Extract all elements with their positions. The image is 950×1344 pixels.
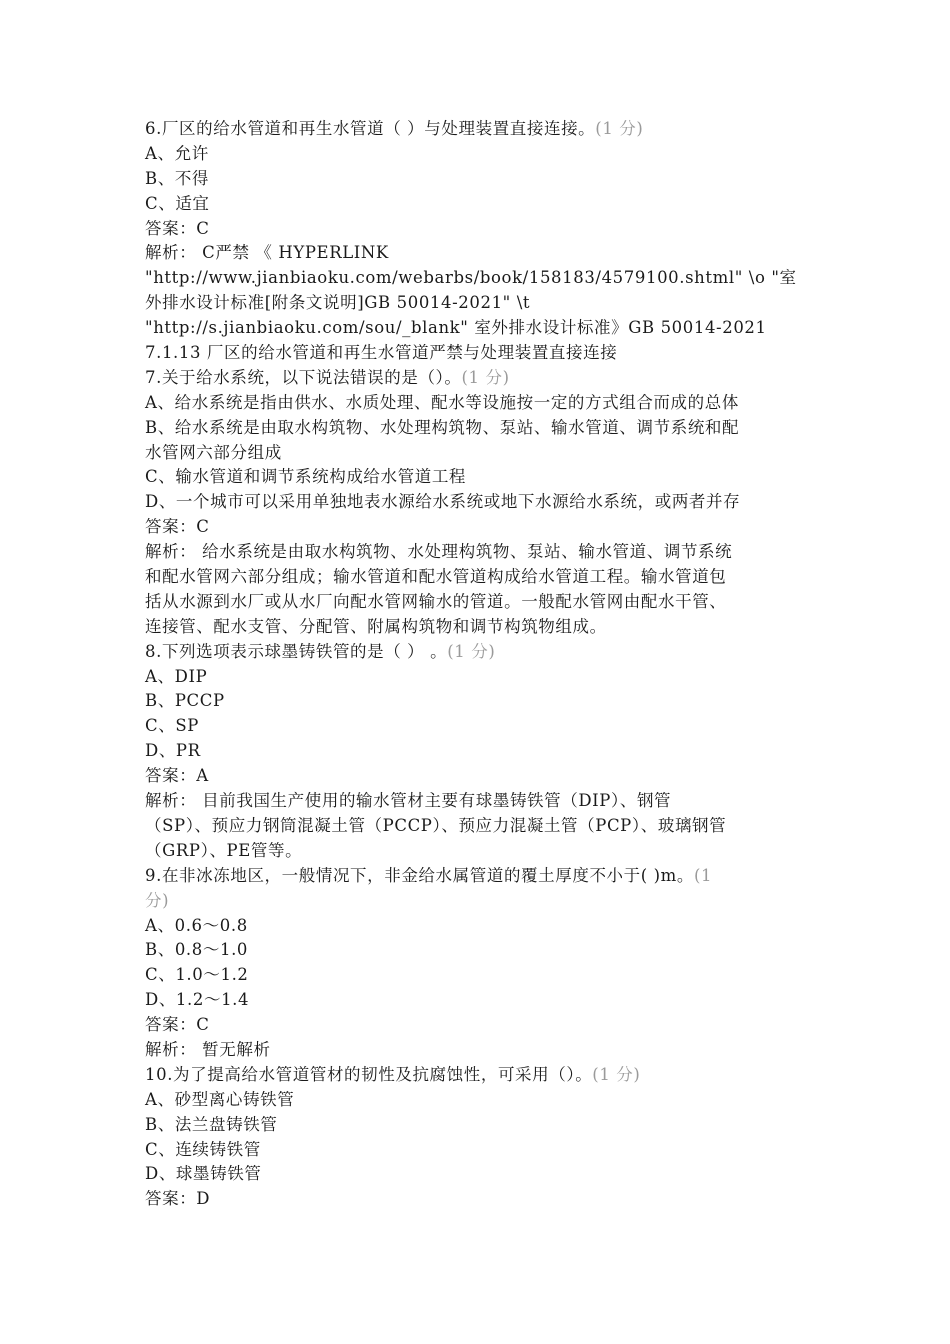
option-line <box>145 1138 825 1163</box>
question-stem <box>145 366 825 391</box>
analysis-line-text: 外排水设计标准[附条文说明]GB 50014-2021" \t <box>145 293 531 313</box>
option-line-text: A、砂型离心铸铁管 <box>145 1089 295 1109</box>
option-line <box>145 391 825 416</box>
analysis-line-text: "http://s.jianbiaoku.com/sou/_blank" 室外排水设计标准》GB 50014-2021 <box>145 318 767 338</box>
analysis-line <box>145 615 825 640</box>
analysis-line-text: "http://www.jianbiaoku.com/webarbs/book/158183/4579100.shtml" \o "室 <box>145 268 797 288</box>
answer-line <box>145 1187 825 1212</box>
option-line-text: D、一个城市可以采用单独地表水源给水系统或地下水源给水系统，或两者并存 <box>145 492 741 512</box>
option-line-text: B、法兰盘铸铁管 <box>145 1114 278 1134</box>
question-score: (1 <box>694 865 713 885</box>
option-line <box>145 490 825 515</box>
analysis-line <box>145 291 825 316</box>
analysis-line <box>145 241 825 266</box>
option-line <box>145 1113 825 1138</box>
option-line <box>145 192 825 217</box>
analysis-line <box>145 540 825 565</box>
option-line <box>145 1162 825 1187</box>
question-score-cont: 分) <box>145 890 170 910</box>
option-line-text: 水管网六部分组成 <box>145 442 282 462</box>
option-line <box>145 441 825 466</box>
option-line-text: C、SP <box>145 716 199 736</box>
option-line-text: A、允许 <box>145 143 209 163</box>
option-line-text: D、PR <box>145 741 201 761</box>
analysis-line-text: （SP）、预应力钢筒混凝土管（PCCP）、预应力混凝土管（PCP）、玻璃钢管 <box>145 815 727 835</box>
question-stem-text: 9.在非冰冻地区，一般情况下，非金给水属管道的覆土厚度不小于( )m。 <box>145 865 695 885</box>
question-score: (1 分) <box>447 641 496 661</box>
option-line-text: D、1.2～1.4 <box>145 990 250 1010</box>
answer-line-text: 答案：A <box>145 766 209 786</box>
answer-line <box>145 1013 825 1038</box>
option-line <box>145 714 825 739</box>
analysis-line <box>145 590 825 615</box>
analysis-line-text: （GRP）、PE管等。 <box>145 840 303 860</box>
question-score: (1 分) <box>461 367 510 387</box>
analysis-line <box>145 565 825 590</box>
question-stem-text: 6.厂区的给水管道和再生水管道（ ）与处理装置直接连接。 <box>145 119 596 138</box>
option-line-text: A、0.6～0.8 <box>145 915 248 935</box>
analysis-line <box>145 839 825 864</box>
option-line-text: A、给水系统是指由供水、水质处理、配水等设施按一定的方式组合而成的总体 <box>145 392 739 412</box>
option-line <box>145 665 825 690</box>
question-stem-text: 10.为了提高给水管道管材的韧性及抗腐蚀性，可采用（）。 <box>145 1064 593 1084</box>
option-line <box>145 988 825 1013</box>
question-stem <box>145 1063 825 1088</box>
analysis-line-text: 解析： 目前我国生产使用的输水管材主要有球墨铸铁管（DIP）、钢管 <box>145 791 672 811</box>
analysis-line-text: 7.1.13 厂区的给水管道和再生水管道严禁与处理装置直接连接 <box>145 343 618 363</box>
question-stem <box>145 640 825 665</box>
analysis-line <box>145 1038 825 1063</box>
analysis-line <box>145 316 825 341</box>
option-line-text: C、输水管道和调节系统构成给水管道工程 <box>145 467 467 487</box>
option-line-text: B、给水系统是由取水构筑物、水处理构筑物、泵站、输水管道、调节系统和配 <box>145 417 740 437</box>
answer-line-text: 答案：C <box>145 1015 210 1035</box>
option-line <box>145 914 825 939</box>
question-score: (1 分) <box>592 1064 641 1084</box>
analysis-line-text: 括从水源到水厂或从水厂向配水管网输水的管道。一般配水管网由配水干管、 <box>145 591 727 611</box>
analysis-line-text: 解析： C严禁 《 HYPERLINK <box>145 243 389 263</box>
question-stem <box>145 864 825 889</box>
question-score: (1 分) <box>595 119 644 138</box>
analysis-line-text: 解析： 给水系统是由取水构筑物、水处理构筑物、泵站、输水管道、调节系统 <box>145 542 733 562</box>
answer-line <box>145 764 825 789</box>
option-line-text: B、0.8～1.0 <box>145 940 249 960</box>
option-line <box>145 1088 825 1113</box>
analysis-line <box>145 814 825 839</box>
option-line-text: C、适宜 <box>145 193 210 213</box>
option-line <box>145 416 825 441</box>
option-line <box>145 465 825 490</box>
option-line <box>145 739 825 764</box>
question-stem <box>145 117 825 142</box>
answer-line <box>145 217 825 242</box>
question-stem-text: 7.关于给水系统，以下说法错误的是（）。 <box>145 367 462 387</box>
option-line-text: A、DIP <box>145 666 208 686</box>
analysis-line-text: 解析： 暂无解析 <box>145 1039 271 1059</box>
answer-line-text: 答案：C <box>145 517 210 537</box>
answer-line-text: 答案：C <box>145 218 210 238</box>
analysis-line <box>145 266 825 291</box>
analysis-line-text: 连接管、配水支管、分配管、附属构筑物和调节构筑物组成。 <box>145 616 607 636</box>
analysis-line-text: 和配水管网六部分组成；输水管道和配水管道构成给水管道工程。输水管道包 <box>145 567 727 587</box>
option-line <box>145 963 825 988</box>
option-line-text: C、1.0～1.2 <box>145 965 249 985</box>
analysis-line <box>145 341 825 366</box>
option-line-text: B、PCCP <box>145 691 225 711</box>
option-line-text: D、球墨铸铁管 <box>145 1164 262 1184</box>
option-line <box>145 142 825 167</box>
document-page <box>145 117 825 1212</box>
answer-line <box>145 515 825 540</box>
question-stem-text: 8.下列选项表示球墨铸铁管的是（ ） 。 <box>145 641 448 661</box>
option-line-text: B、不得 <box>145 168 210 188</box>
analysis-line <box>145 789 825 814</box>
option-line <box>145 167 825 192</box>
option-line <box>145 689 825 714</box>
answer-line-text: 答案：D <box>145 1189 211 1209</box>
option-line-text: C、连续铸铁管 <box>145 1139 261 1159</box>
option-line <box>145 938 825 963</box>
